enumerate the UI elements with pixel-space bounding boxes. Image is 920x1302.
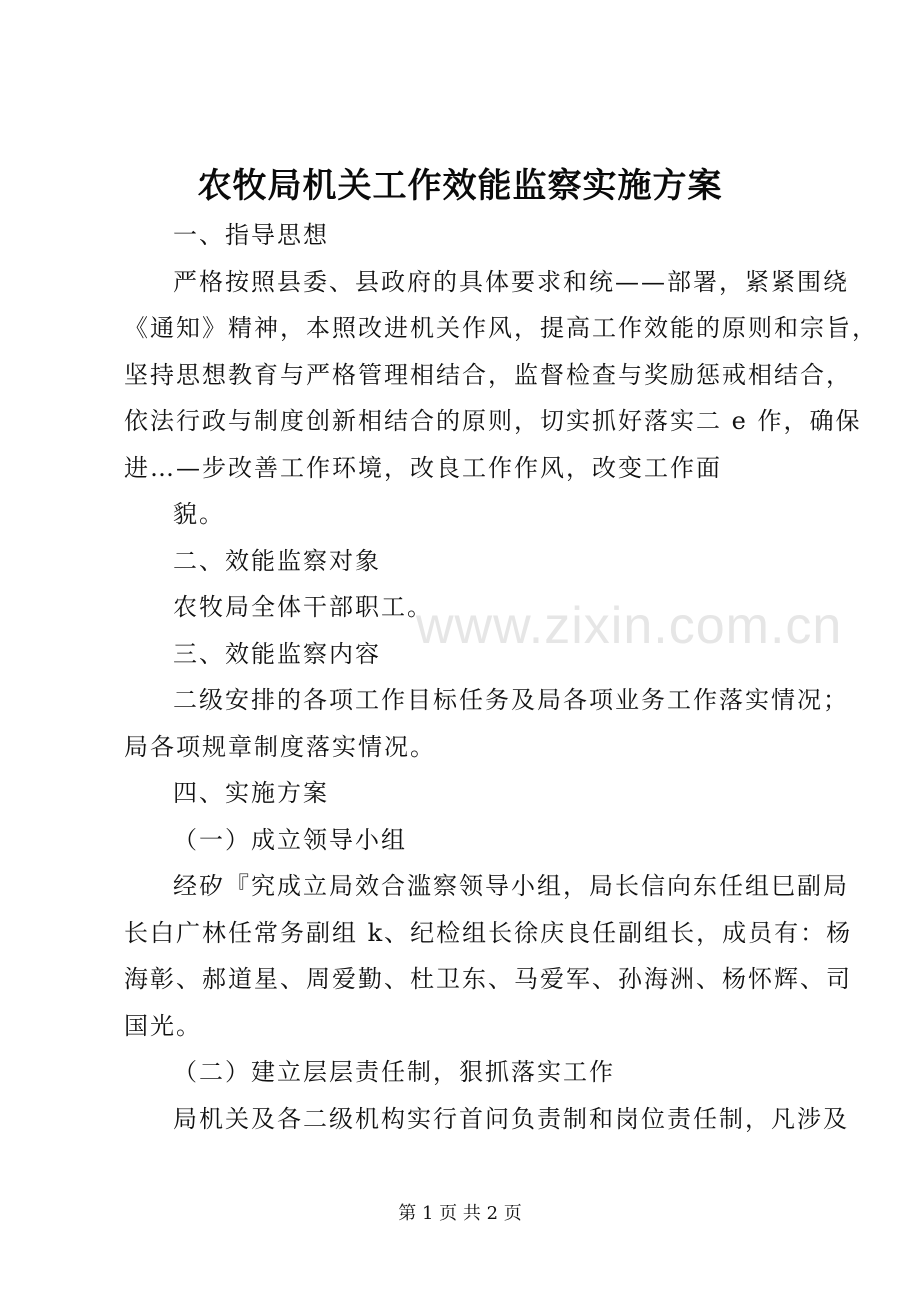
body-line: 一、指导思想 bbox=[173, 221, 329, 249]
document-title: 农牧局机关工作效能监察实施方案 bbox=[197, 166, 723, 206]
body-line: 局各项规章制度落实情况。 bbox=[124, 732, 436, 761]
body-line: 四、实施方案 bbox=[173, 779, 329, 807]
body-line: 二、效能监察对象 bbox=[173, 546, 381, 575]
body-line: 《通知》精神，本照改进机关作风，提高工作效能的原则和宗旨， bbox=[124, 314, 878, 342]
body-line: 农牧局全体干部职工。 bbox=[173, 593, 433, 621]
body-line: 貌。 bbox=[173, 500, 225, 528]
page-footer: 第 1 页 共 2 页 bbox=[398, 1203, 522, 1224]
body-line: 国光。 bbox=[124, 1011, 202, 1040]
document-body bbox=[124, 212, 878, 1142]
body-line: 三、效能监察内容 bbox=[173, 639, 381, 668]
watermark: www.zixin.com.cn bbox=[416, 597, 843, 655]
body-line: 海彰、郝道星、周爱勤、杜卫东、马爱军、孙海洲、杨怀辉、司 bbox=[124, 965, 852, 993]
body-line: 二级安排的各项工作目标任务及局各项业务工作落实情况； bbox=[173, 686, 849, 714]
body-line: 局机关及各二级机构实行首问负责制和岗位责任制，凡涉及 bbox=[173, 1104, 849, 1133]
body-line: 进…—步改善工作环境，改良工作作风，改变工作面 bbox=[124, 453, 722, 482]
body-line: 长白广林任常务副组 k、纪检组长徐庆良任副组长，成员有：杨 bbox=[124, 918, 853, 947]
body-line: 经矽『究成立局效合滥察领导小组，局长信向东任组巳副局 bbox=[173, 872, 849, 900]
body-line: （一）成立领导小组 bbox=[173, 825, 407, 854]
body-line: 依法行政与制度创新相结合的原则，切实抓好落实二 e 作，确保 bbox=[124, 407, 862, 435]
body-line: 坚持思想教育与严格管理相结合，监督检查与奖励惩戒相结合， bbox=[124, 360, 852, 389]
body-line: （二）建立层层责任制，狠抓落实工作 bbox=[173, 1058, 615, 1086]
body-line: 严格按照县委、县政府的具体要求和统——部署，紧紧围绕 bbox=[173, 267, 849, 296]
